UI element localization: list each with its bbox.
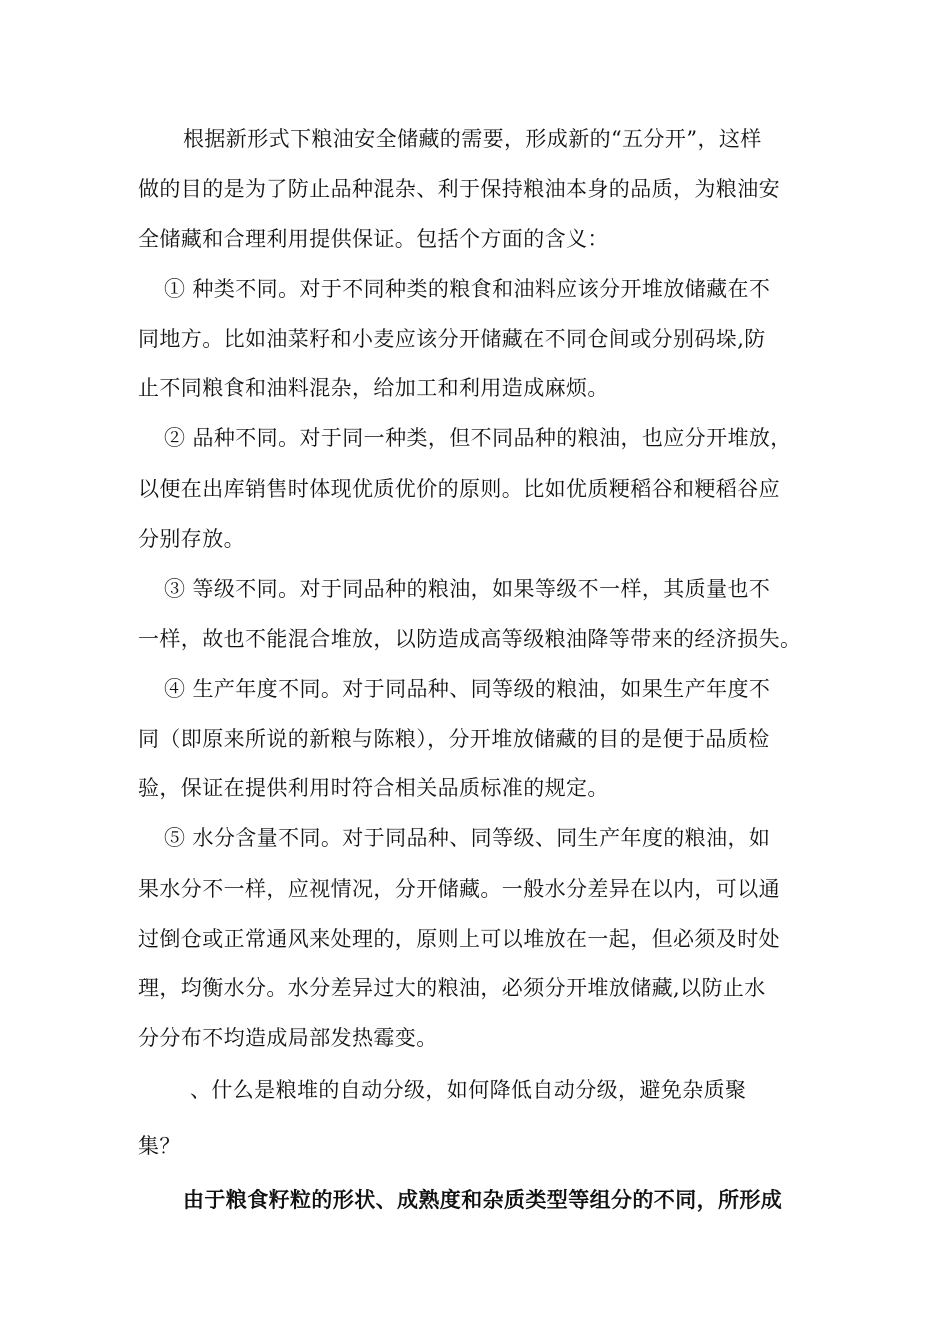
item-5-line-4: 理，均衡水分。水分差异过大的粮油，必须分开堆放储藏,以防止水 (138, 976, 766, 1000)
paragraph-intro-line-3: 全储藏和合理利用提供保证。包括个方面的含义： (138, 227, 609, 251)
item-2-line-1: ② 品种不同。对于同一种类，但不同品种的粮油，也应分开堆放， (164, 426, 792, 450)
item-1-line-3: 止不同粮食和油料混杂，给加工和利用造成麻烦。 (138, 376, 609, 400)
item-4-line-2: 同（即原来所说的新粮与陈粮），分开堆放储藏的目的是便于品质检 (138, 727, 770, 751)
item-3-line-1: ③ 等级不同。对于同品种的粮油，如果等级不一样，其质量也不 (164, 577, 771, 601)
item-1-line-1: ① 种类不同。对于不同种类的粮食和油料应该分开堆放储藏在不 (164, 277, 771, 301)
item-5-line-5: 分分布不均造成局部发热霉变。 (138, 1026, 438, 1050)
item-4-line-3: 验，保证在提供利用时符合相关品质标准的规定。 (138, 776, 609, 800)
item-5-line-3: 过倒仓或正常通风来处理的，原则上可以堆放在一起，但必须及时处 (138, 927, 780, 951)
paragraph-intro-line-2: 做的目的是为了防止品种混杂、利于保持粮油本身的品质，为粮油安 (138, 177, 780, 201)
item-1-line-2: 同地方。比如油菜籽和小麦应该分开储藏在不同仓间或分别码垛,防 (138, 327, 766, 351)
item-4-line-1: ④ 生产年度不同。对于同品种、同等级的粮油，如果生产年度不 (164, 677, 771, 701)
paragraph-intro-line-1: 根据新形式下粮油安全储藏的需要，形成新的“五分开”，这样 (183, 127, 762, 151)
item-5-line-1: ⑤ 水分含量不同。对于同品种、同等级、同生产年度的粮油，如 (164, 826, 771, 850)
answer-paragraph-line-1: 由于粮食籽粒的形状、成熟度和杂质类型等组分的不同，所形成 (183, 1187, 783, 1212)
question-heading-line-1: 、什么是粮堆的自动分级，如何降低自动分级，避免杂质聚 (190, 1078, 747, 1102)
item-3-line-2: 一样，故也不能混合堆放，以防造成高等级粮油降等带来的经济损失。 (138, 627, 802, 651)
question-heading-line-2: 集？ (138, 1134, 181, 1158)
item-2-line-3: 分别存放。 (138, 527, 245, 551)
item-5-line-2: 果水分不一样，应视情况，分开储藏。一般水分差异在以内，可以通 (138, 877, 780, 901)
item-2-line-2: 以便在出库销售时体现优质优价的原则。比如优质粳稻谷和粳稻谷应 (138, 477, 780, 501)
